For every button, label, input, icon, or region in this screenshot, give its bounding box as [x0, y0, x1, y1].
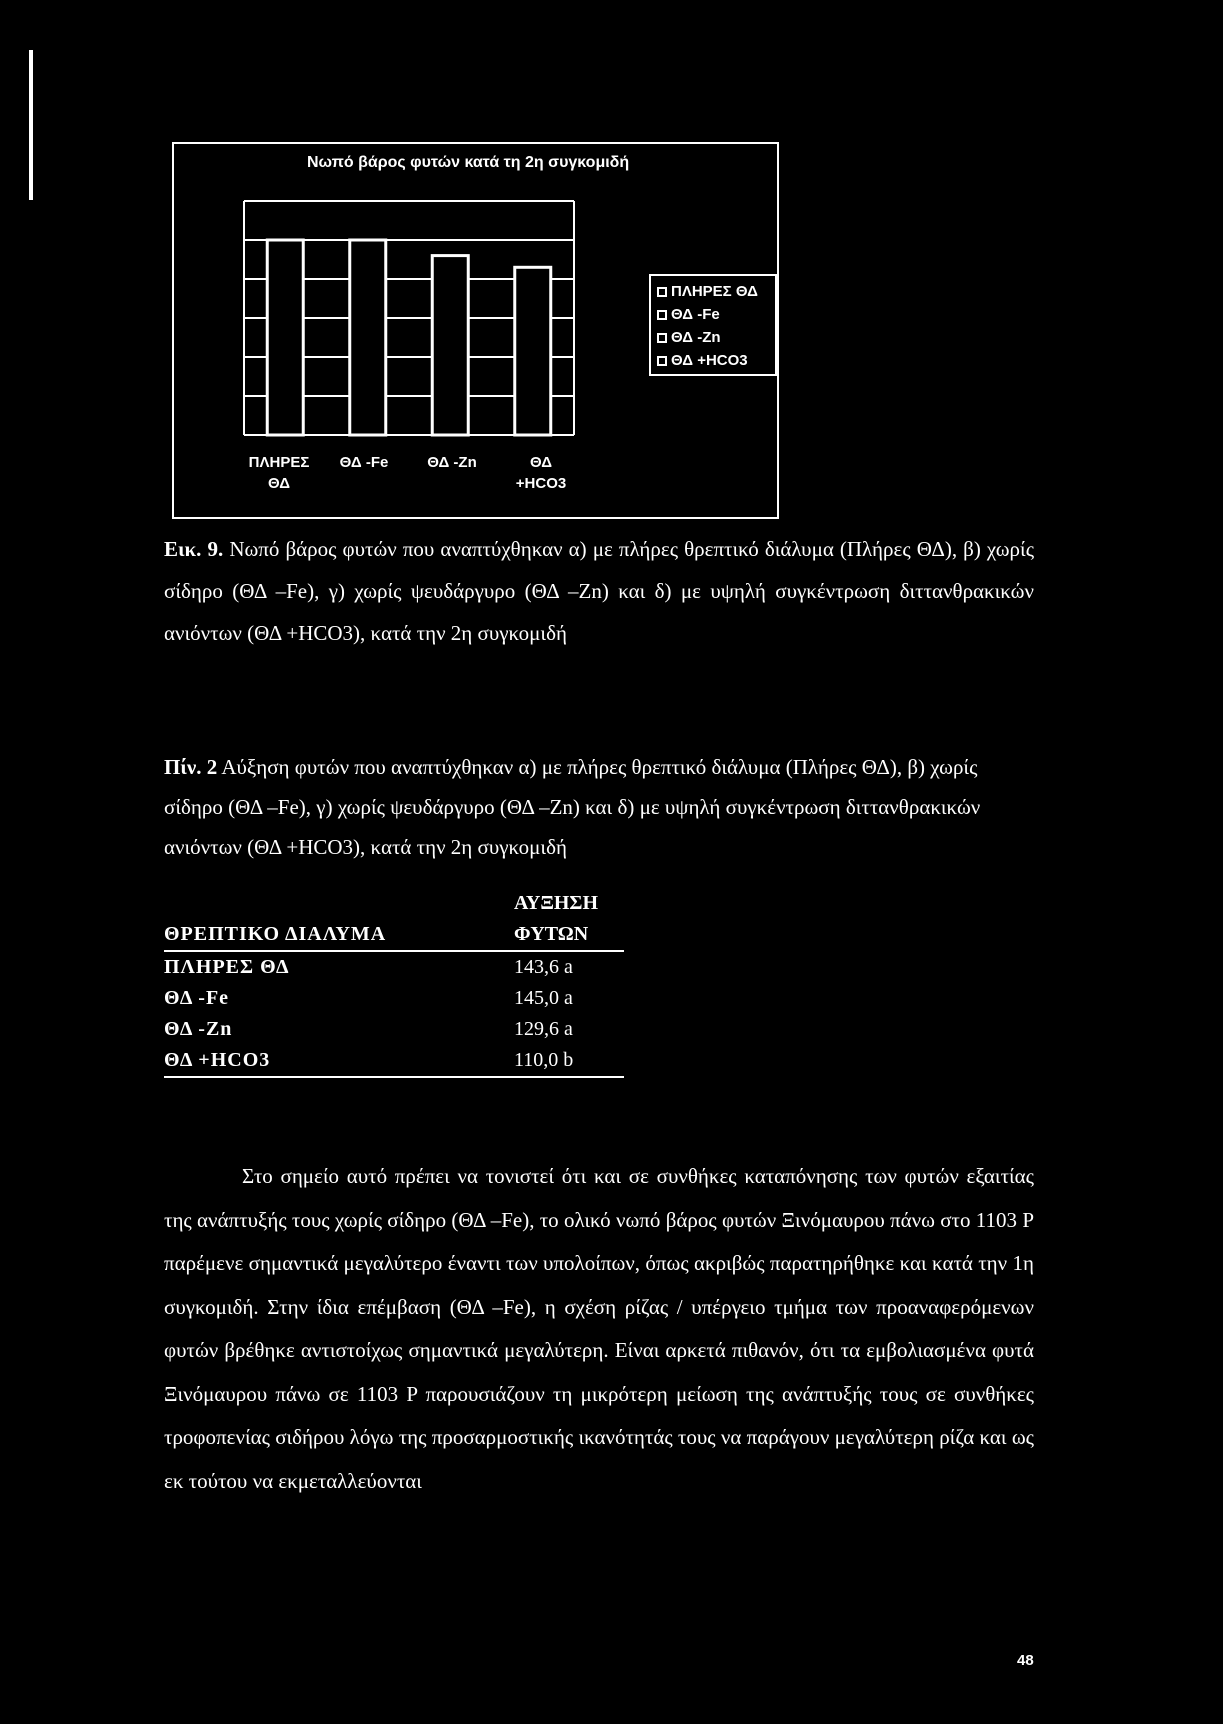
- legend-swatch: [657, 356, 667, 366]
- chart-title: Νωπό βάρος φυτών κατά τη 2η συγκομιδή: [307, 154, 630, 171]
- growth-cell: 143,6 a: [514, 956, 573, 978]
- chart-legend: [649, 274, 777, 376]
- caption-text: Νωπό βάρος φυτών που αναπτύχθηκαν α) με πλήρες θρεπτικό διάλυμα (Πλήρες ΘΔ), β) χωρίς σίδηρο (ΘΔ –Fe), γ) χωρίς ψευδάργυρο (ΘΔ –Zn) και δ) με υψηλή συγκέντρωση διττανθρακικών ανιόντων (ΘΔ +HCO3), κατά την 2η συγκομιδή: [164, 537, 1035, 645]
- growth-cell: 145,0 a: [514, 987, 573, 1009]
- table-label: Πίν. 2: [164, 755, 218, 779]
- table-row: [164, 951, 624, 983]
- legend-item: [657, 303, 769, 326]
- legend-item: [657, 349, 769, 372]
- table-row: [164, 1014, 624, 1045]
- legend-label: ΘΔ -Fe: [671, 306, 720, 323]
- growth-cell: 129,6 a: [514, 1018, 573, 1040]
- legend-swatch: [657, 310, 667, 320]
- figure-caption: [164, 528, 1034, 654]
- growth-cell: 110,0 b: [514, 1045, 624, 1077]
- legend-swatch: [657, 333, 667, 343]
- caption-label: Εικ. 9.: [164, 537, 224, 561]
- col1-header: ΘΡΕΠΤΙΚΟ ΔΙΑΛΥΜΑ: [164, 919, 514, 951]
- x-tick-label: ΘΔ -Zn: [427, 454, 477, 471]
- table-header-top: [164, 888, 624, 919]
- legend-item: [657, 326, 769, 349]
- bar-1: [267, 240, 303, 435]
- legend-label: ΘΔ -Zn: [671, 329, 721, 346]
- body-paragraph: Στο σημείο αυτό πρέπει να τονιστεί ότι και σε συνθήκες καταπόνησης των φυτών εξαιτίας της ανάπτυξής τους χωρίς σίδηρο (ΘΔ –Fe), το ολικό νωπό βάρος φυτών Ξινόμαυρου πάνω στο 1103 P παρέμενε σημαντικά μεγαλύτερο έναντι των υπολοίπων, όπως ακριβώς παρατηρήθηκε και κατά την 1η συγκομιδή. Στην ίδια επέμβαση (ΘΔ –Fe), η σχέση ρίζας / υπέργειο τμήμα των προαναφερόμενων φυτών βρέθηκε αντιστοίχως σημαντικά μεγαλύτερη. Είναι αρκετά πιθανόν, ότι τα εμβολιασμένα φυτά Ξινόμαυρου πάνω σε 1103 P παρουσιάζουν τη μικρότερη μείωση της ανάπτυξής τους σε συνθήκες τροφοπενίας σιδήρου λόγω της προσαρμοστικής ικανότητάς τους να παράγουν μεγαλύτερη ρίζα και ως εκ τούτου να εκμεταλλεύονται: [164, 1164, 1034, 1493]
- chart-bars: [267, 240, 551, 435]
- table-header: [164, 919, 624, 951]
- table-caption: [164, 747, 1034, 867]
- table-row: [164, 1045, 624, 1077]
- solution-cell: ΘΔ -Fe: [164, 987, 230, 1009]
- bar-3: [432, 256, 468, 435]
- legend-item: [657, 280, 769, 303]
- x-tick-label: ΘΔ +HCO3: [515, 454, 567, 492]
- solution-cell: ΘΔ +HCO3: [164, 1045, 514, 1077]
- legend-swatch: [657, 287, 667, 297]
- table-row: [164, 983, 624, 1014]
- margin-line: [29, 50, 33, 200]
- solution-cell: ΘΔ -Zn: [164, 1018, 233, 1040]
- col2-header-line2: ΦΥΤΩΝ: [514, 919, 624, 951]
- page-number: 48: [1017, 1652, 1034, 1669]
- solution-cell: ΠΛΗΡΕΣ ΘΔ: [164, 956, 290, 978]
- x-tick-label: ΠΛΗΡΕΣ ΘΔ: [248, 454, 310, 492]
- table-title-text: Αύξηση φυτών που αναπτύχθηκαν α) με πλήρες θρεπτικό διάλυμα (Πλήρες ΘΔ), β) χωρίς σίδηρο (ΘΔ –Fe), γ) χωρίς ψευδάργυρο (ΘΔ –Zn) και δ) με υψηλή συγκέντρωση διττανθρακικών ανιόντων (ΘΔ +HCO3), κατά την 2η συγκομιδή: [164, 755, 981, 859]
- figure-frame: [172, 142, 779, 519]
- legend-label: ΠΛΗΡΕΣ ΘΔ: [671, 283, 758, 300]
- x-tick-label: ΘΔ -Fe: [339, 454, 389, 471]
- col2-header-line1: ΑΥΞΗΣΗ: [514, 892, 599, 914]
- results-table: [164, 888, 624, 1078]
- bar-4: [515, 267, 551, 435]
- bar-2: [350, 240, 386, 435]
- legend-label: ΘΔ +HCO3: [671, 352, 748, 369]
